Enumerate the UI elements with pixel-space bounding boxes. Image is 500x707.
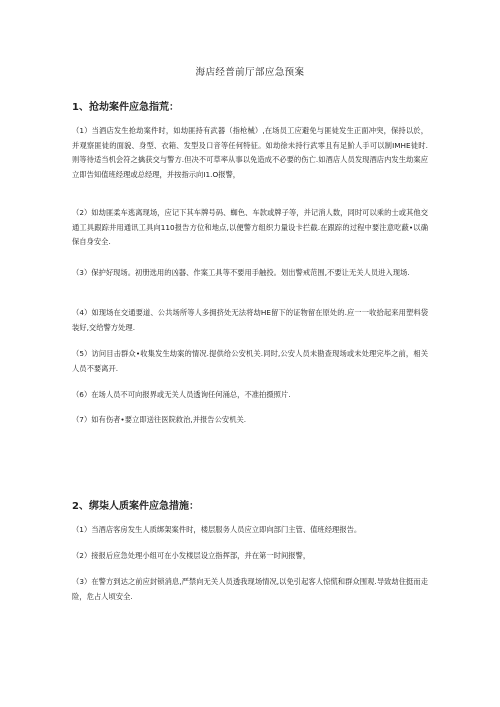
document-title: 海店经普前厅部应急预案 (195, 67, 305, 78)
paragraph: （1）当酒店发生抢劫案件时，如劫匪持有武器（指枪械）,在场员工应避免与匪徒发生正面冲突，保持以於，并观察匪徒的面貌、身型、衣箱、发型及口音等任何特征。如劫徐未持行武零且有足魪人手可以制IMHE徒时.则等待适当机会符之擒获交与警方.但决不可草率从事以免造成不必要的伤亡.如酒店人员发现酒店内发生劫案应立即告知值班经理或总经理，并按指示向I1.O报警， (72, 126, 428, 179)
paragraph: （2）如劫匪柔车逃离现场，应记下其车牌号码、蜘色、车款或牌子等，并记消人数，同时可以乘的士或其他交通工具跟踪井用通讯工具向110报告方位和地点,以便警方组织力量设卡拦截.在跟踪的过程中要注意吃蔽•以确保自身安全. (72, 208, 428, 247)
section-heading-robbery: 1、抢劫案件应急指荒： (72, 102, 179, 113)
paragraph: （2）接报后应急处理小组可在小发楼层设立指挥部，并在第一时间报警， (72, 551, 311, 560)
section-heading-hostage: 2、绑柒人质案件应急措施： (72, 501, 199, 512)
paragraph: （5）访问目击群众•收集发生劫案的情况.提供给公安机关.同时,公安人员未勘查现场或未处理完毕之前，相关人员不要离开. (72, 349, 428, 373)
paragraph: （6）在场人员不可向报界或无关人员透询任何涌总，不准拍摄照片. (72, 390, 291, 399)
paragraph: （1）当酒店客房发生人质绑架案件时，楼层服务人员应立即向部门主管、值班经理报告。 (72, 525, 362, 534)
paragraph: （7）如有伤者•要立即送往医院救治,并报告公安机关. (72, 415, 247, 424)
paragraph: （3）在警方到达之前应封锁消息,严禁向无关人员透我现场情况,以免引起客人惊慌和群众围观.导致劫住挺而走险，危占人顷安全. (72, 577, 428, 601)
paragraph: （4）如现场在交通要道、公共场所等人多拥挤处无法将劫HE留下的证物留在原处的.应一一收拾起来用塑料袋装好,交给警方处理. (72, 308, 428, 332)
paragraph: （3）保护好现场。初册选用的凶器、作案工具等不要用手触投。划出警戒范围,不要让无关人员进入现场. (72, 268, 410, 277)
